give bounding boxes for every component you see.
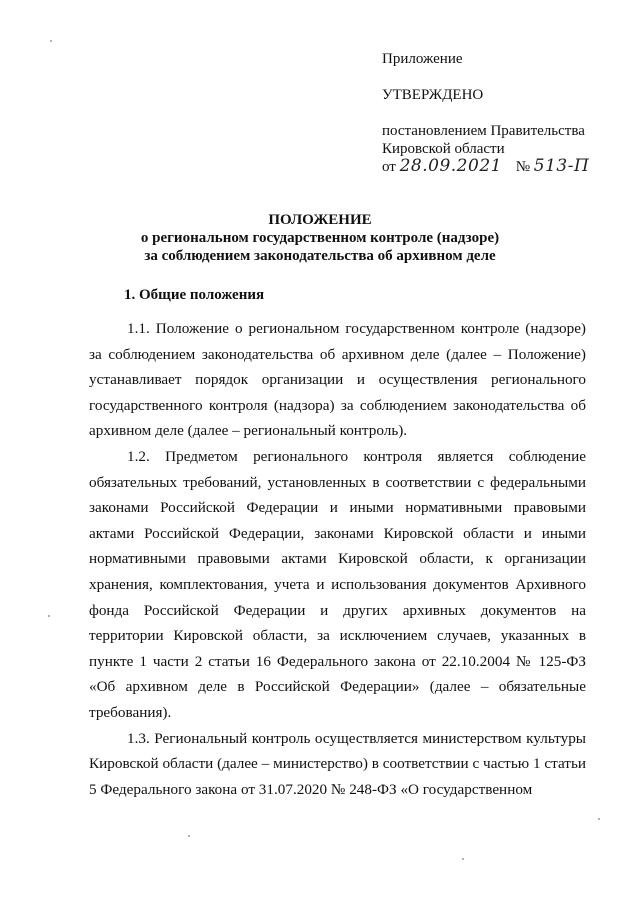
section-body xyxy=(89,316,586,802)
paragraph-1-1: 1.1. Положение о региональном государственном контроле (надзоре) за соблюдением законодательства об архивном деле (далее – Положение) устанавливает порядок организации и осуществления регионального государственного контроля (надзора) за соблюдением законодательства об архивном деле (далее – региональный контроль). xyxy=(89,320,586,440)
approved-stamp: УТВЕРЖДЕНО xyxy=(382,87,484,103)
scan-speck xyxy=(50,40,52,42)
handwritten-date: 28.09.2021 xyxy=(399,156,502,176)
scan-speck xyxy=(598,818,600,820)
paragraph-1-2: 1.2. Предметом регионального контроля является соблюдение обязательных требований, установленных в соответствии с федеральными законами Российской Федерации и иными нормативными правовыми актами Российской Федерации, законами Кировской области и иными нормативными правовыми актами Кировской области, к организации хранения, комплектования, учета и использования документов Архивного фонда Российской Федерации и других архивных документов на территории Кировской области, за исключением случаев, указанных в пункте 1 части 2 статьи 16 Федерального закона от 22.10.2004 № 125-ФЗ «Об архивном деле в Российской Федерации» (далее – обязательные требования). xyxy=(89,447,586,721)
number-prefix: № xyxy=(515,159,531,175)
annex-label: Приложение xyxy=(382,51,463,67)
scan-speck xyxy=(188,835,190,837)
scan-speck xyxy=(462,858,464,860)
date-prefix: от xyxy=(382,159,396,175)
paragraph-1-3: 1.3. Региональный контроль осуществляется министерством культуры Кировской области (далее – министерство) в соответствии с частью 1 статьи 5 Федерального закона от 31.07.2020 № 248-ФЗ «О государственном xyxy=(89,729,586,798)
document-title: ПОЛОЖЕНИЕ xyxy=(268,212,372,228)
approved-by-line-1: постановлением Правительства xyxy=(382,123,585,139)
handwritten-number: 513-П xyxy=(533,156,590,176)
document-subtitle-line-2: за соблюдением законодательства об архивном деле xyxy=(144,248,496,264)
decree-date-number xyxy=(382,157,589,176)
approved-by-line-2: Кировской области xyxy=(382,141,505,157)
document-subtitle-line-1: о региональном государственном контроле (надзоре) xyxy=(140,230,500,246)
scan-speck xyxy=(48,615,50,617)
section-heading: 1. Общие положения xyxy=(124,287,265,303)
